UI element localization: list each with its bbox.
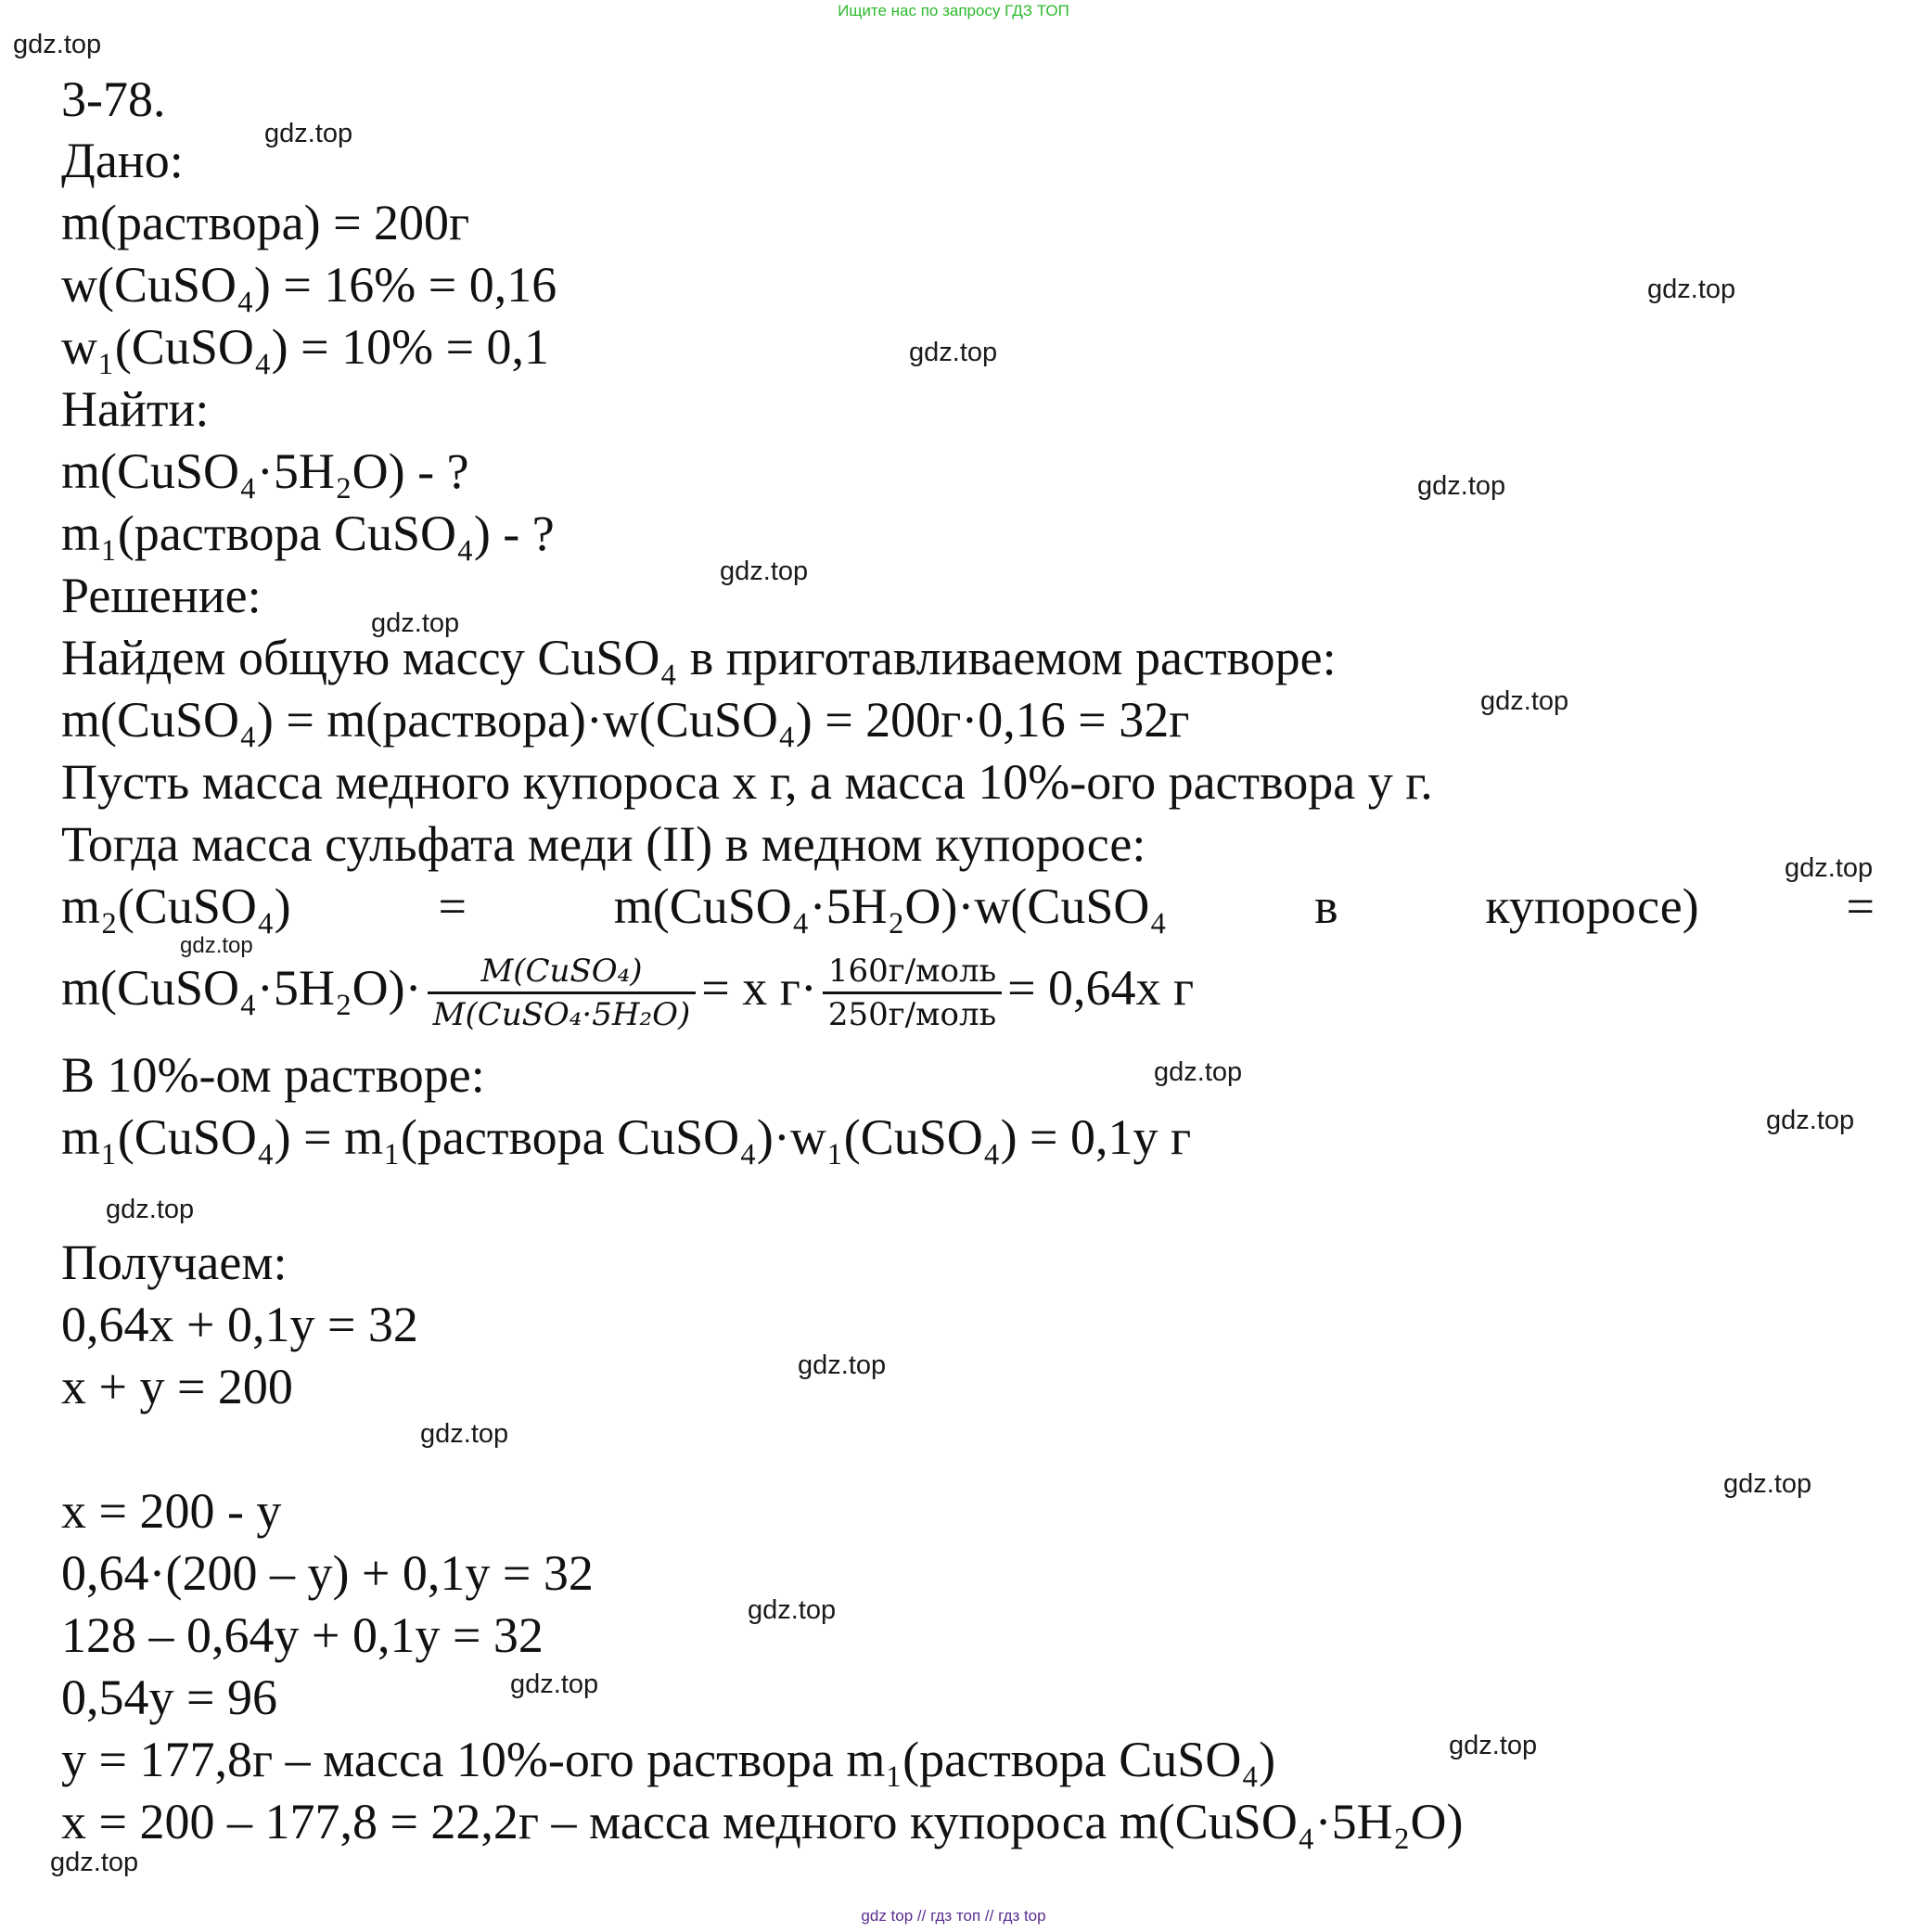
solution-line: Тогда масса сульфата меди (II) в медном купоросе:: [61, 816, 1146, 872]
solution-heading: Решение:: [61, 568, 262, 623]
solution-line: 0,64·(200 – y) + 0,1y = 32: [61, 1545, 594, 1601]
find-heading: Найти:: [61, 381, 210, 437]
solution-line: В 10%-ом растворе:: [61, 1047, 485, 1103]
given-line: m(раствора) = 200г: [61, 195, 470, 250]
solution-line: Пусть масса медного купороса x г, а масса 10%-ого раствора y г.: [61, 754, 1433, 810]
solution-line: y = 177,8г – масса 10%-ого раствора m₁(раствора CuSO₄): [61, 1732, 1276, 1787]
eq-part: купоросе): [1485, 878, 1699, 934]
watermark: gdz.top: [510, 1670, 599, 1699]
watermark: gdz.top: [1785, 853, 1874, 883]
find-line: m₁(раствора CuSO₄) - ?: [61, 505, 555, 561]
watermark: gdz.top: [371, 608, 460, 638]
eq-part: =: [438, 878, 467, 934]
fraction-numerator: 160г/моль: [823, 951, 1002, 994]
eq-part: в: [1314, 878, 1338, 934]
watermark: gdz.top: [748, 1595, 837, 1625]
watermark: gdz.top: [106, 1195, 195, 1224]
watermark: gdz.top: [420, 1419, 509, 1449]
molar-mass-fraction: [428, 951, 697, 1035]
fraction-denominator: M(CuSO₄·5H₂O): [432, 996, 691, 1034]
find-line: m(CuSO₄·5H₂O) - ?: [61, 443, 469, 499]
watermark: gdz.top: [1480, 686, 1569, 716]
solution-line: 0,64x + 0,1y = 32: [61, 1297, 418, 1352]
problem-number: 3-78.: [61, 71, 166, 127]
eq-part: =: [1846, 878, 1875, 934]
watermark: gdz.top: [264, 119, 353, 148]
watermark: gdz.top: [720, 557, 809, 586]
given-heading: Дано:: [61, 133, 184, 188]
molar-mass-values-fraction: [823, 951, 1002, 1035]
eq-part: m(CuSO₄·5H₂O)·w(CuSO₄: [613, 878, 1168, 934]
watermark: gdz.top: [50, 1848, 139, 1877]
eq-text: = x г·: [701, 960, 817, 1016]
watermark: gdz.top: [909, 338, 998, 367]
justified-equation-line: [61, 877, 1875, 935]
watermark: gdz.top: [1766, 1106, 1855, 1135]
fraction-denominator: 250г/моль: [827, 996, 997, 1034]
fraction-numerator: M(CuSO₄): [428, 951, 697, 994]
eq-part: m₂(CuSO₄): [61, 878, 291, 934]
watermark: gdz.top: [1154, 1057, 1243, 1087]
solution-line: Найдем общую массу CuSO₄ в приготавливаемом растворе:: [61, 630, 1337, 685]
eq-text: = 0,64x г: [1007, 960, 1195, 1016]
solution-line: Получаем:: [61, 1235, 288, 1290]
solution-line: 0,54y = 96: [61, 1670, 277, 1725]
watermark: gdz.top: [180, 933, 253, 958]
given-line: w(CuSO₄) = 16% = 0,16: [61, 257, 557, 313]
watermark: gdz.top: [798, 1350, 887, 1380]
watermark: gdz.top: [13, 30, 102, 59]
watermark: gdz.top: [1417, 471, 1506, 501]
top-banner: Ищите нас по запросу ГДЗ ТОП: [838, 2, 1069, 19]
solution-line: x = 200 – 177,8 = 22,2г – масса медного купороса m(CuSO₄·5H₂O): [61, 1794, 1464, 1849]
solution-line: m(CuSO₄) = m(раствора)·w(CuSO₄) = 200г·0,16 = 32г: [61, 692, 1190, 748]
bottom-banner: gdz top // гдз топ // гдз top: [861, 1907, 1046, 1925]
solution-line: x = 200 - y: [61, 1483, 282, 1539]
given-line: w₁(CuSO₄) = 10% = 0,1: [61, 319, 550, 375]
eq-text: m(CuSO₄·5H₂O)·: [61, 960, 422, 1016]
watermark: gdz.top: [1449, 1731, 1538, 1760]
solution-line: 128 – 0,64y + 0,1y = 32: [61, 1607, 544, 1663]
watermark: gdz.top: [1647, 275, 1736, 304]
solution-line: x + y = 200: [61, 1359, 293, 1414]
watermark: gdz.top: [1723, 1469, 1812, 1499]
fraction-equation-line: [61, 946, 1194, 1035]
solution-line: m₁(CuSO₄) = m₁(раствора CuSO₄)·w₁(CuSO₄) = 0,1y г: [61, 1109, 1192, 1165]
